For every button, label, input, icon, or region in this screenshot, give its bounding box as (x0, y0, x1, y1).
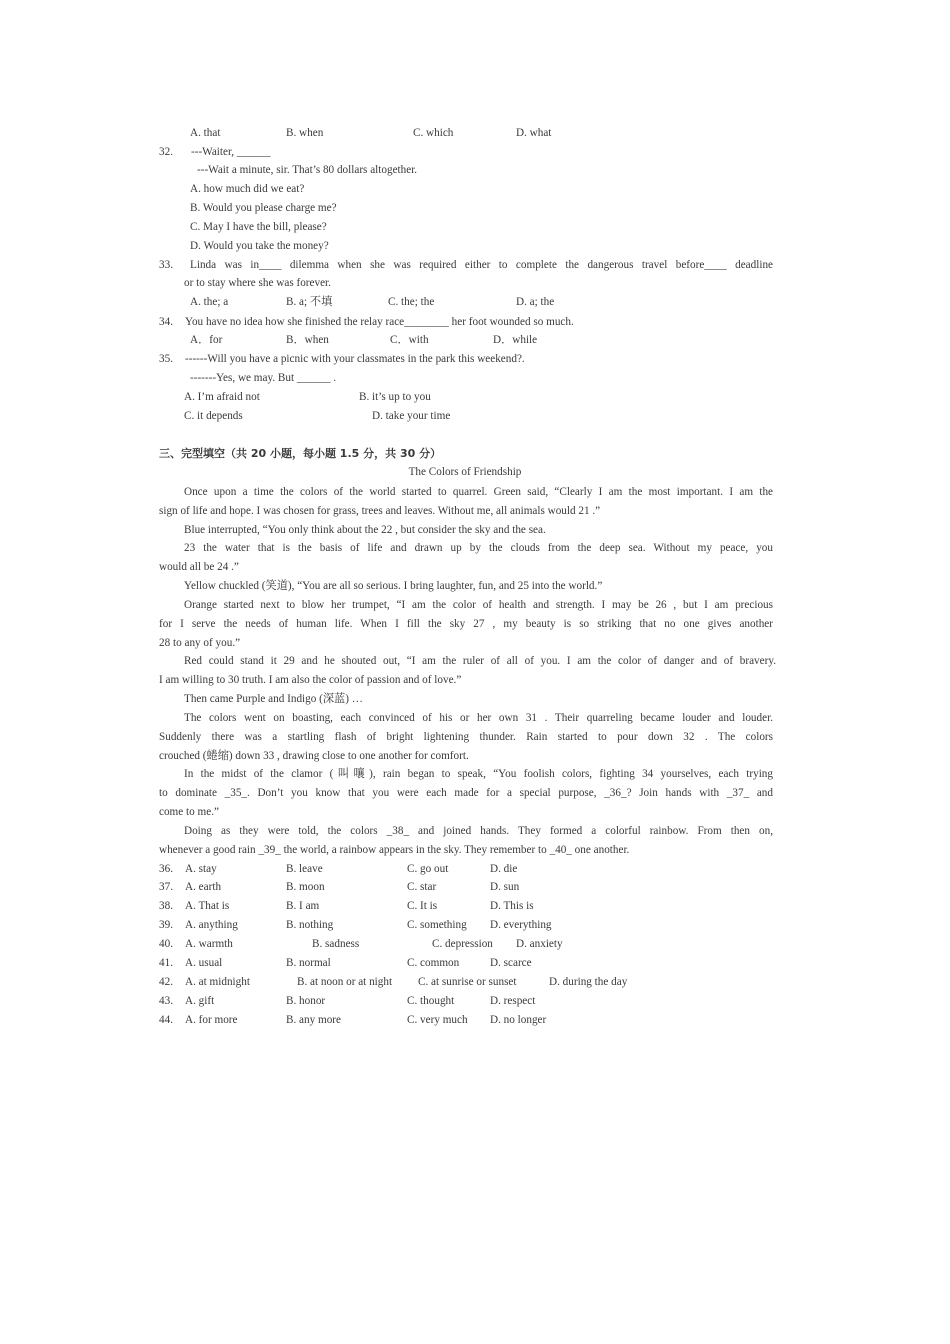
option-c: C. depression (432, 938, 493, 950)
q32-line-1: ---Waiter, ______ (191, 146, 271, 158)
option-d: D. sun (490, 881, 520, 893)
option-b: B. honor (286, 995, 326, 1007)
option-d: D. die (490, 863, 518, 875)
q32-line-2: ---Wait a minute, sir. That’s 80 dollars altogether. (197, 164, 418, 176)
option-b: B. nothing (286, 919, 334, 931)
passage-line: The colors went on boasting, each convinced of his or her own 31 . Their quarreling became louder and louder. (184, 712, 773, 724)
passage-line: Then came Purple and Indigo (深蓝) … (184, 693, 363, 705)
option-row-number: 44. (159, 1014, 173, 1026)
option-b: B. sadness (312, 938, 360, 950)
passage-title: The Colors of Friendship (408, 466, 522, 478)
option-d: D. everything (490, 919, 552, 931)
passage-line: 23 the water that is the basis of life and drawn up by the clouds from the deep sea. Without my peace, you (184, 542, 773, 554)
q34-option-b: B．when (286, 334, 329, 346)
option-row-number: 37. (159, 881, 173, 893)
option-d: D. no longer (490, 1014, 547, 1026)
section-heading: 三、完型填空（共 20 小题，每小题 1.5 分，共 30 分） (159, 447, 442, 460)
q32-option-d: D. Would you take the money? (190, 240, 329, 252)
q35-line-1: ------Will you have a picnic with your classmates in the park this weekend?. (185, 353, 525, 365)
passage-line: Blue interrupted, “You only think about the 22 , but consider the sky and the sea. (184, 524, 546, 536)
passage-line: for I serve the needs of human life. When I fill the sky 27 , my beauty is so striking that no one gives another (159, 618, 773, 630)
passage-line: In the midst of the clamor (叫嚷), rain began to speak, “You foolish colors, fighting 34 yourselves, each trying (184, 768, 773, 780)
option-a: A. for more (185, 1014, 238, 1026)
passage-line: would all be 24 .” (159, 561, 239, 573)
q32-option-b: B. Would you please charge me? (190, 202, 337, 214)
option-c: C. star (407, 881, 437, 893)
option-a: A. That is (185, 900, 230, 912)
option-c: C. go out (407, 863, 449, 875)
passage-line: come to me.” (159, 806, 219, 818)
option-a: A. anything (185, 919, 238, 931)
q34-option-d: D．while (493, 334, 538, 346)
q35-number: 35. (159, 353, 173, 365)
option-b: B. moon (286, 881, 325, 893)
passage-line: Suddenly there was a startling flash of bright lightening thunder. Rain started to pour down 32 . The colors (159, 731, 773, 743)
option-b: B. normal (286, 957, 331, 969)
q33-option-d: D. a; the (516, 296, 555, 308)
passage-line: whenever a good rain _39_ the world, a rainbow appears in the sky. They remember to _40_ one another. (159, 844, 630, 856)
passage-line: Orange started next to blow her trumpet, “I am the color of health and strength. I may be 26 , but I am precious (184, 599, 773, 611)
option-a: A. at midnight (185, 976, 250, 988)
q35-option-a: A. I’m afraid not (184, 391, 260, 403)
option-b: B. I am (286, 900, 320, 912)
q33-option-a: A. the; a (190, 296, 229, 308)
q35-option-c: C. it depends (184, 410, 243, 422)
option-d: D. This is (490, 900, 534, 912)
option-c: C. common (407, 957, 460, 969)
option-row-number: 40. (159, 938, 173, 950)
q31-option-b: B. when (286, 127, 324, 139)
passage-line: Red could stand it 29 and he shouted out, “I am the ruler of all of you. I am the color of danger and of bravery. (184, 655, 776, 667)
option-row-number: 43. (159, 995, 173, 1007)
option-b: B. at noon or at night (297, 976, 393, 988)
passage-line: 28 to any of you.” (159, 637, 241, 649)
q32-option-a: A. how much did we eat? (190, 183, 305, 195)
q31-option-a: A. that (190, 127, 221, 139)
option-c: C. thought (407, 995, 455, 1007)
option-d: D. scarce (490, 957, 532, 969)
passage-line: I am willing to 30 truth. I am also the color of passion and of love.” (159, 674, 462, 686)
passage-line: crouched (蜷缩) down 33 , drawing close to one another for comfort. (159, 750, 469, 762)
passage-line: to dominate _35_. Don’t you know that you were each made for a special purpose, _36_? Join hands with _37_ and (159, 787, 773, 799)
passage-line: Once upon a time the colors of the world started to quarrel. Green said, “Clearly I am the most important. I am the (184, 486, 773, 498)
q31-option-c: C. which (413, 127, 454, 139)
q31-option-d: D. what (516, 127, 552, 139)
option-row-number: 38. (159, 900, 173, 912)
option-row-number: 42. (159, 976, 173, 988)
q33-line-1: Linda was in____ dilemma when she was required either to complete the dangerous travel before____ deadline (190, 259, 773, 271)
q33-option-c: C. the; the (388, 296, 435, 308)
option-b: B. leave (286, 863, 323, 875)
option-row-number: 36. (159, 863, 173, 875)
q32-number: 32. (159, 146, 173, 158)
q35-line-2: -------Yes, we may. But ______ . (190, 372, 337, 384)
option-c: C. something (407, 919, 467, 931)
option-c: C. at sunrise or sunset (418, 976, 517, 988)
option-a: A. earth (185, 881, 222, 893)
option-d: D. during the day (549, 976, 628, 988)
passage-line: sign of life and hope. I was chosen for grass, trees and leaves. Without me, all animals would 21 .” (159, 505, 601, 517)
option-a: A. gift (185, 995, 215, 1007)
option-a: A. warmth (185, 938, 233, 950)
option-c: C. very much (407, 1014, 468, 1026)
option-b: B. any more (286, 1014, 341, 1026)
q33-number: 33. (159, 259, 173, 271)
q34-line-1: You have no idea how she finished the relay race________ her foot wounded so much. (185, 316, 574, 328)
q34-option-c: C．with (390, 334, 429, 346)
option-a: A. stay (185, 863, 217, 875)
q34-number: 34. (159, 316, 173, 328)
q35-option-d: D. take your time (372, 410, 451, 422)
option-a: A. usual (185, 957, 223, 969)
option-row-number: 41. (159, 957, 173, 969)
passage-line: Doing as they were told, the colors _38_ and joined hands. They formed a colorful rainbow. From then on, (184, 825, 773, 837)
option-c: C. It is (407, 900, 438, 912)
option-d: D. anxiety (516, 938, 563, 950)
q35-option-b: B. it’s up to you (359, 391, 431, 403)
q32-option-c: C. May I have the bill, please? (190, 221, 327, 233)
option-d: D. respect (490, 995, 536, 1007)
q33-line-2: or to stay where she was forever. (184, 277, 331, 289)
q33-option-b: B. a; 不填 (286, 296, 333, 308)
option-row-number: 39. (159, 919, 173, 931)
passage-line: Yellow chuckled (笑道), “You are all so serious. I bring laughter, fun, and 25 into the world.” (184, 580, 603, 592)
q34-option-a: A．for (190, 334, 223, 346)
